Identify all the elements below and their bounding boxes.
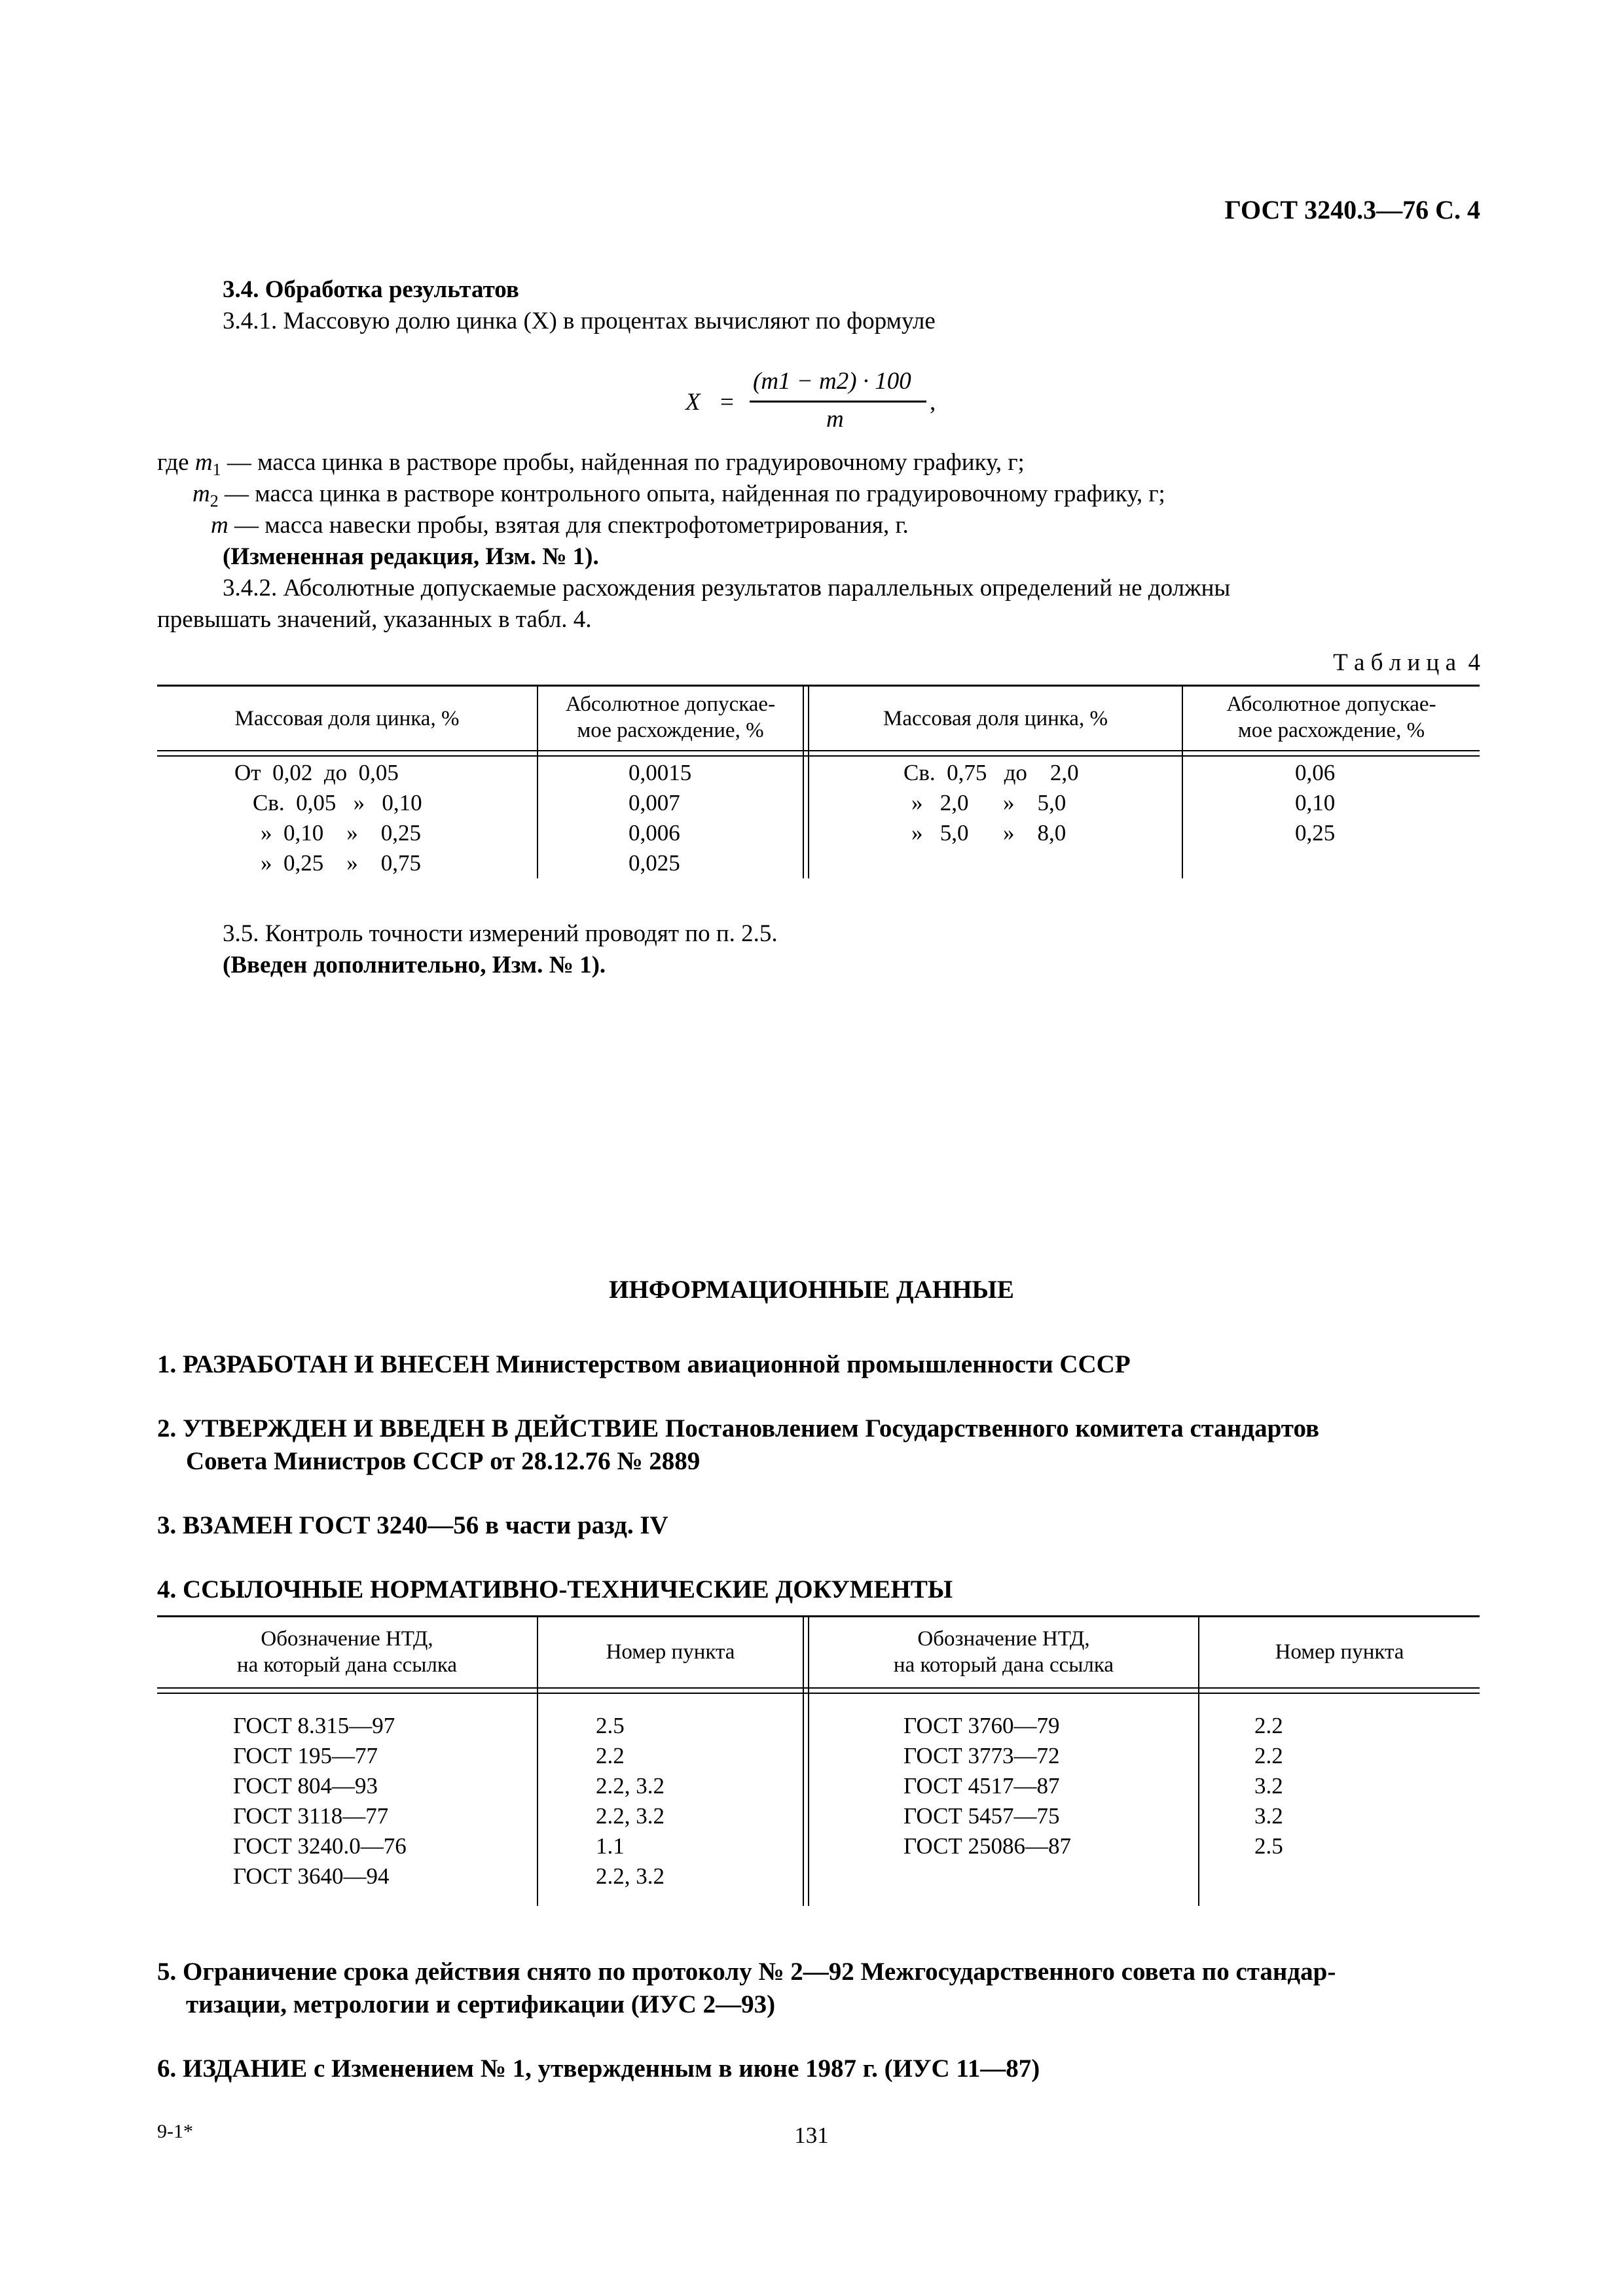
- table-cell: 0,007: [629, 790, 680, 816]
- ref-header-designation: Обозначение НТД, на который дана ссылка: [236, 1627, 458, 1677]
- table-cell: 0,006: [629, 820, 680, 846]
- info-item-2: 2. УТВЕРЖДЕН И ВВЕДЕН В ДЕЙСТВИЕ Постановлением Государственного комитета стандартов: [157, 1414, 1320, 1443]
- table4-header-mass-fraction-2: Массовая доля цинка, %: [883, 707, 1108, 730]
- formula-equals: =: [720, 389, 734, 416]
- ref-header-item: Номер пункта: [606, 1640, 735, 1664]
- table-cell: ГОСТ 3760—79: [903, 1713, 1060, 1738]
- table-cell: 0,0015: [629, 760, 692, 785]
- paragraph-3-4-1: 3.4.1. Массовую долю цинка (X) в процентах вычисляют по формуле: [223, 308, 936, 334]
- section-title: 3.4. Обработка результатов: [223, 276, 519, 303]
- table-cell: 2.5: [596, 1713, 625, 1738]
- table-cell: ГОСТ 3240.0—76: [233, 1833, 407, 1859]
- table-cell: 0,025: [629, 850, 680, 876]
- table-cell: ГОСТ 804—93: [233, 1773, 378, 1799]
- info-item-6: 6. ИЗДАНИЕ с Изменением № 1, утвержденным в июне 1987 г. (ИУС 11—87): [157, 2054, 1040, 2083]
- fraction-bar: [750, 401, 926, 403]
- where-line-m1: [157, 448, 1025, 478]
- document-reference: ГОСТ 3240.3—76 С. 4: [1224, 195, 1480, 224]
- symbol-m: m: [211, 512, 228, 539]
- table4-header-deviation: Абсолютное допускае- мое расхождение, %: [565, 692, 776, 742]
- where-text: — масса цинка в растворе контрольного опыта, найденная по градуировочному графику, г;: [218, 480, 1165, 507]
- table-cell: 2.2, 3.2: [596, 1863, 665, 1889]
- table-cell: » 2,0 » 5,0: [911, 790, 1067, 816]
- paragraph-3-4-2-cont: превышать значений, указанных в табл. 4.: [157, 606, 592, 633]
- formula-comma: ,: [930, 389, 936, 416]
- formula-lhs: X: [685, 389, 701, 416]
- table-cell: 3.2: [1254, 1803, 1283, 1829]
- table-cell: От 0,02 до 0,05: [234, 760, 399, 785]
- table-caption: Т а б л и ц а 4: [1333, 649, 1480, 676]
- table-cell: ГОСТ 3773—72: [903, 1743, 1060, 1768]
- info-item-1: 1. РАЗРАБОТАН И ВНЕСЕН Министерством авиационной промышленности СССР: [157, 1350, 1131, 1378]
- where-text: — масса цинка в растворе пробы, найденная по градуировочному графику, г;: [221, 449, 1025, 476]
- info-item-5: 5. Ограничение срока действия снято по протоколу № 2—92 Межгосударственного совета по стандар-: [157, 1958, 1336, 1986]
- table-cell: ГОСТ 195—77: [233, 1743, 378, 1768]
- info-item-2-cont: Совета Министров СССР от 28.12.76 № 2889: [186, 1447, 701, 1475]
- table-cell: 2.2, 3.2: [596, 1803, 665, 1829]
- table-cell: 1.1: [596, 1833, 625, 1859]
- symbol-m: m: [194, 449, 213, 476]
- table-cell: » 5,0 » 8,0: [911, 820, 1067, 846]
- table-cell: 2.2, 3.2: [596, 1773, 665, 1799]
- amendment-note: (Измененная редакция, Изм. № 1).: [223, 543, 599, 570]
- table-cell: » 0,10 » 0,25: [261, 820, 421, 846]
- table-cell: 3.2: [1254, 1773, 1283, 1799]
- where-text: — масса навески пробы, взятая для спектрофотометрирования, г.: [228, 512, 909, 539]
- footer-mark: 9-1*: [157, 2121, 193, 2142]
- page-number: 131: [794, 2123, 829, 2148]
- table-cell: 0,06: [1295, 760, 1336, 785]
- where-prefix: где: [157, 449, 189, 476]
- where-line-m: [211, 511, 909, 541]
- table4-header-mass-fraction: Массовая доля цинка, %: [234, 707, 460, 730]
- table-cell: 0,10: [1295, 790, 1336, 816]
- table-cell: ГОСТ 3640—94: [233, 1863, 390, 1889]
- paragraph-3-5: 3.5. Контроль точности измерений проводят по п. 2.5.: [223, 920, 778, 947]
- table-cell: ГОСТ 4517—87: [903, 1773, 1060, 1799]
- amendment-note-2: (Введен дополнительно, Изм. № 1).: [223, 952, 606, 978]
- formula-denominator: m: [826, 406, 844, 433]
- where-line-m2: [192, 479, 1165, 509]
- table-cell: 2.2: [596, 1743, 625, 1768]
- table-cell: ГОСТ 5457—75: [903, 1803, 1060, 1829]
- info-item-3: 3. ВЗАМЕН ГОСТ 3240—56 в части разд. IV: [157, 1511, 668, 1539]
- subscript: 1: [212, 460, 221, 479]
- info-title: ИНФОРМАЦИОННЫЕ ДАННЫЕ: [609, 1276, 1014, 1304]
- table-cell: 0,25: [1295, 820, 1336, 846]
- table-cell: Св. 0,75 до 2,0: [903, 760, 1079, 785]
- info-item-4: 4. ССЫЛОЧНЫЕ НОРМАТИВНО-ТЕХНИЧЕСКИЕ ДОКУМЕНТЫ: [157, 1575, 953, 1604]
- subscript: 2: [210, 492, 219, 511]
- symbol-m: m: [192, 480, 210, 507]
- paragraph-3-4-2: 3.4.2. Абсолютные допускаемые расхождения результатов параллельных определений не должны: [223, 575, 1231, 601]
- table-cell: Св. 0,05 » 0,10: [253, 790, 422, 816]
- table-cell: ГОСТ 25086—87: [903, 1833, 1072, 1859]
- table-cell: 2.5: [1254, 1833, 1283, 1859]
- table4-header-deviation-2: Абсолютное допускае- мое расхождение, %: [1226, 692, 1436, 742]
- ref-header-designation-2: Обозначение НТД, на который дана ссылка: [893, 1627, 1114, 1677]
- formula-numerator: (m1 − m2) · 100: [753, 368, 911, 395]
- table-cell: 2.2: [1254, 1713, 1283, 1738]
- table-cell: ГОСТ 3118—77: [233, 1803, 389, 1829]
- table-cell: » 0,25 » 0,75: [261, 850, 421, 876]
- info-item-5-cont: тизации, метрологии и сертификации (ИУС 2—93): [186, 1990, 776, 2018]
- ref-header-item-2: Номер пункта: [1275, 1640, 1404, 1664]
- table-cell: ГОСТ 8.315—97: [233, 1713, 395, 1738]
- table-cell: 2.2: [1254, 1743, 1283, 1768]
